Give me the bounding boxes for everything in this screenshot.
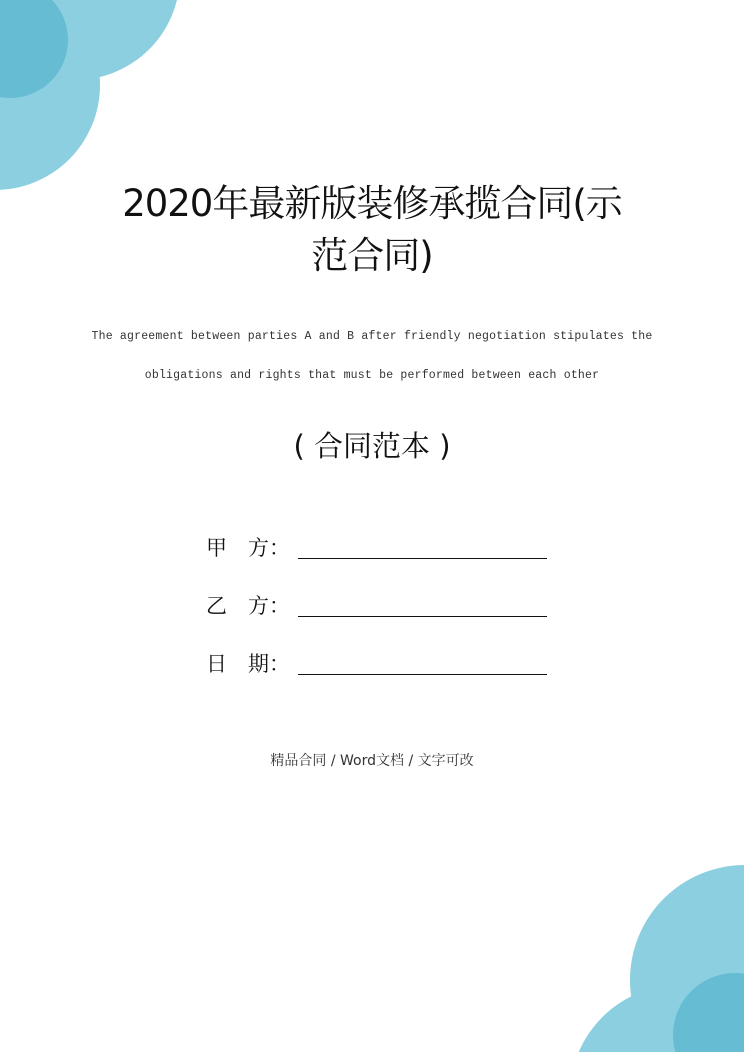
party-a-label: 甲 方： — [206, 536, 290, 560]
date-field — [206, 648, 551, 678]
date-blank-line[interactable] — [298, 652, 547, 675]
party-a-field — [206, 532, 551, 562]
subtitle-line-2: obligations and rights that must be performed between each other — [144, 369, 600, 382]
bottom-right-circles — [570, 865, 744, 1052]
party-a-blank-line[interactable] — [298, 536, 547, 559]
date-label: 日 期： — [206, 652, 290, 676]
title-line-1: 2020年最新版装修承揽合同(示 — [122, 182, 622, 225]
party-b-blank-line[interactable] — [298, 594, 547, 617]
footer-note: 精品合同 / Word文档 / 文字可改 — [270, 753, 474, 769]
document-type-label: ( 合同范本 ) — [293, 429, 451, 463]
title-line-2: 范合同) — [311, 234, 433, 277]
party-b-label: 乙 方： — [206, 594, 290, 618]
document-title — [40, 178, 704, 282]
party-b-field — [206, 590, 551, 620]
subtitle-line-1: The agreement between parties A and B after friendly negotiation stipulates the — [91, 330, 653, 343]
top-left-circles — [0, 0, 180, 190]
